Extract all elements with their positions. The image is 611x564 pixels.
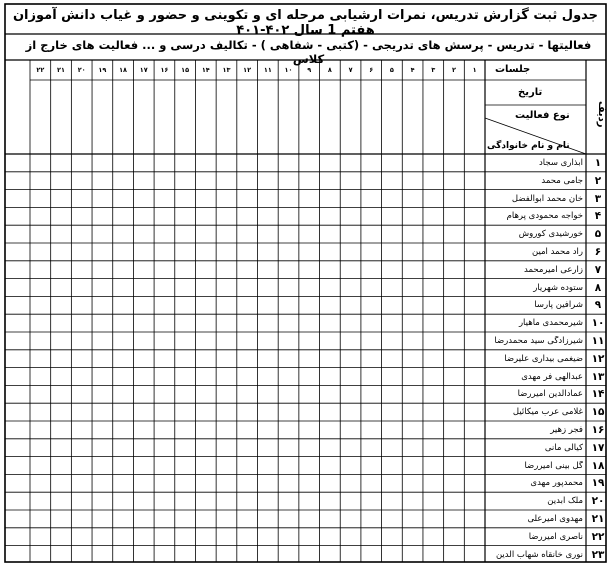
row-number: ۱ bbox=[594, 157, 602, 169]
student-name: جامی محمد bbox=[541, 175, 583, 186]
row-number: ۷ bbox=[594, 263, 602, 276]
student-name: ضیغمی بیداری علیرضا bbox=[504, 353, 583, 364]
student-name: شیرزادگی سید محمدرضا bbox=[494, 336, 583, 346]
session-column-number: ۱۲ bbox=[243, 66, 252, 74]
session-column-number: ۹ bbox=[307, 66, 312, 74]
row-number: ۲۳ bbox=[591, 548, 605, 561]
session-column-number: ۴ bbox=[410, 66, 415, 74]
student-name: عبدالهی فر مهدی bbox=[521, 371, 583, 382]
page-subtitle: فعالیتها - تدریس - پرسش های تدریجی - (کتبی - شفاهی ) - تکالیف درسی و ... فعالیت های خارج از کلاس bbox=[25, 38, 592, 66]
session-column-number: ۲۱ bbox=[57, 66, 65, 74]
row-number: ۲۲ bbox=[591, 530, 605, 543]
student-name: غلامی عرب میکائیل bbox=[512, 407, 583, 418]
student-name: راد محمد امین bbox=[531, 247, 583, 257]
student-name: گل بینی امیررضا bbox=[524, 460, 583, 471]
student-name: زارعی امیرمحمد bbox=[523, 264, 583, 275]
row-number: ۱۰ bbox=[591, 317, 605, 330]
row-number: ۱۱ bbox=[591, 335, 605, 347]
session-column-number: ۱ bbox=[472, 66, 477, 74]
student-name: عمادالدین امیررضا bbox=[517, 389, 583, 400]
row-number: ۲۰ bbox=[591, 495, 605, 508]
header-activity-type: نوع فعالیت bbox=[515, 110, 570, 121]
student-name: ملک آبدین bbox=[547, 496, 583, 507]
student-name: نوری خانقاه شهاب الدین bbox=[495, 549, 583, 560]
row-number: ۱۳ bbox=[591, 370, 605, 383]
row-number: ۵ bbox=[594, 228, 602, 241]
student-name: فجر زهیر bbox=[550, 425, 583, 435]
student-name: خان محمد ابوالفضل bbox=[511, 193, 583, 204]
student-name: ستوده شهریار bbox=[533, 282, 583, 293]
row-number: ۱۵ bbox=[591, 406, 605, 419]
row-number: ۱۷ bbox=[591, 441, 605, 454]
row-number: ۴ bbox=[594, 210, 602, 223]
session-column-number: ۸ bbox=[327, 66, 332, 74]
student-name: ناصری امیررضا bbox=[528, 531, 583, 542]
student-name: کیالی مانی bbox=[544, 442, 583, 453]
student-name: محمدپور مهدی bbox=[530, 478, 583, 489]
session-column-number: ۱۵ bbox=[181, 66, 190, 74]
row-number: ۱۸ bbox=[591, 459, 605, 472]
row-number: ۸ bbox=[594, 281, 602, 294]
session-column-number: ۱۹ bbox=[98, 66, 107, 74]
row-number: ۲ bbox=[594, 174, 602, 187]
session-column-number: ۶ bbox=[369, 66, 374, 74]
page-title: جدول ثبت گزارش تدریس، نمرات ارشیابی مرحله ای و تکوینی و حضور و غیاب دانش آموزان هفتم 1 سال ۴۰۲-۴۰۱ bbox=[12, 8, 599, 38]
header-full-name: نام و نام خانوادگی bbox=[487, 141, 570, 151]
session-column-number: ۱۰ bbox=[284, 66, 293, 74]
session-column-number: ۱۴ bbox=[201, 66, 210, 74]
student-name: مهدوی امیرعلی bbox=[527, 514, 583, 524]
row-number: ۳ bbox=[594, 192, 602, 205]
header-row-number: ردیف bbox=[596, 100, 607, 128]
row-number: ۹ bbox=[594, 299, 602, 312]
session-column-number: ۲۲ bbox=[36, 66, 45, 74]
row-number: ۱۶ bbox=[591, 424, 605, 436]
header-sessions: جلسات bbox=[495, 64, 531, 75]
session-column-number: ۱۳ bbox=[222, 66, 231, 74]
session-column-number: ۲ bbox=[451, 66, 456, 74]
session-column-number: ۵ bbox=[389, 66, 394, 74]
row-number: ۲۱ bbox=[591, 513, 605, 525]
session-column-number: ۱۶ bbox=[160, 66, 169, 74]
student-name: ابذاری سجاد bbox=[539, 158, 583, 168]
session-column-number: ۳ bbox=[431, 66, 436, 74]
row-number: ۱۹ bbox=[591, 477, 605, 490]
row-number: ۱۲ bbox=[591, 352, 605, 365]
session-column-number: ۱۸ bbox=[119, 66, 128, 74]
student-name: خورشیدی کوروش bbox=[518, 229, 583, 240]
row-number: ۶ bbox=[594, 246, 602, 258]
session-column-number: ۲۰ bbox=[77, 66, 86, 74]
header-date: تاریخ bbox=[518, 87, 543, 98]
session-column-number: ۱۱ bbox=[263, 66, 272, 74]
student-name: شرافین پارسا bbox=[534, 300, 583, 311]
student-name: شیرمحمدی ماهیار bbox=[518, 318, 583, 329]
session-column-number: ۷ bbox=[348, 66, 353, 74]
row-number: ۱۴ bbox=[591, 388, 605, 401]
student-name: خواجه محمودی پرهام bbox=[506, 211, 583, 222]
session-column-number: ۱۷ bbox=[139, 66, 148, 74]
